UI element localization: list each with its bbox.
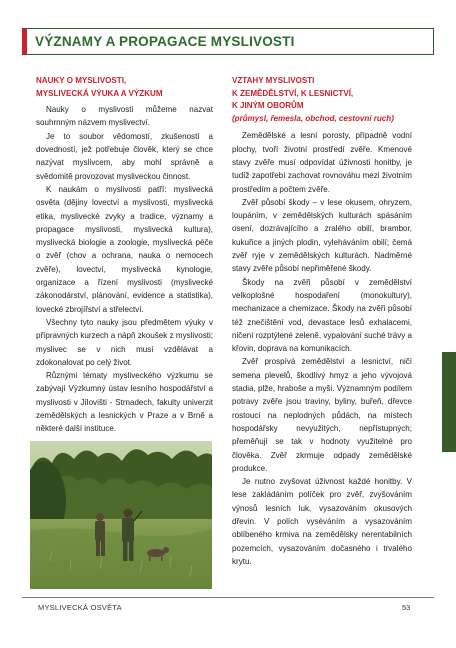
title-box [22, 28, 434, 55]
right-heading-line1: VZTAHY MYSLIVOSTI [232, 76, 315, 85]
left-paragraph: K naukám o myslivosti patří: myslivecká osvěta (dějiny lovectví a myslivosti, myslivecká etika, myslivecké zvyky a tradice, významy a propagace myslivosti, myslivecká kultura), myslivecká biologie a zoologie, myslivecká péče o zvěř (chov a ochrana, nauka o nemocech zvěře), lovectví, myslivecká kynologie, organizace a řízení myslivosti (myslivecké zákonodárství, plánování, evidence a statistika), lovecké zbrojířství a střelectví. [36, 184, 213, 314]
left-column [36, 75, 213, 436]
right-paragraph: Zemědělské a lesní porosty, případně vodní plochy, tvoří životní prostředí zvěře. Kmenové stavy zvěře musí odpovídat úživnosti honitby, je tudíž zapotřebí zachovat rovnováhu mezi životním prostředím a počtem zvěře. [232, 131, 412, 194]
page-title: VÝZNAMY A PROPAGACE MYSLIVOSTI [35, 34, 295, 49]
right-heading-line2: K ZEMĚDĚLSTVÍ, K LESNICTVÍ, [232, 88, 354, 98]
footer-rule [22, 597, 434, 598]
left-heading-line1: NAUKY O MYSLIVOSTI, [36, 76, 127, 85]
left-heading-line2: MYSLIVECKÁ VÝUKA A VÝZKUM [36, 88, 163, 98]
left-paragraph: Je to soubor vědomostí, zkušeností a dovedností, jež potřebuje člověk, který se chce nazývat myslivcem, aby mohl správně a svědomitě provozovat mysliveckou činnost. [36, 131, 213, 181]
left-paragraph: Různými tématy mysliveckého výzkumu se zabývají Výzkumný ústav lesního hospodářství a myslivosti v Jílovišti - Strnadech, fakulty univerzit zemědělských a lesnických v Praze a v Brně a některé další instituce. [36, 371, 213, 434]
right-subheading: (průmysl, řemesla, obchod, cestovní ruch) [232, 113, 394, 123]
right-paragraph: Škody na zvěři působí v zemědělství velkoplošné hospodaření (monokultury), mechanizace a chemizace. Škody na zvěři působí též znečištění vod, devastace lesů exhalacemi, ničení rozptýlené zeleně, vypalování suché trávy a křovin, doprava na komunikacích. [232, 277, 412, 354]
right-paragraph: Je nutno zvyšovat úživnost každé honitby. V lese zakládáním políček pro zvěř, zvyšováním výnosů lesních luk, vysazováním okusových dřevin. V polích vyséváním a vysazováním oblíbeného krmiva na zemědělsky nerentabilních pozemcích, vysazováním dočasného i trvalého krytu. [232, 477, 412, 566]
right-column [232, 75, 412, 568]
right-paragraph: Zvěř prospívá zemědělství a lesnictví, ničí semena plevelů, škodlivý hmyz a jeho vývojová stadia, plže, hraboše a myši. Významným podílem potravy zvěře jsou traviny, byliny, buřeň, dřevce rostoucí na neplodných půdách, na místech hospodářsky nevyužitých, nepřístupných; přeměňují se tak v hodnoty využitelné pro člověka. Zvěř zkrmuje odpady zemědělské produkce. [232, 357, 412, 473]
page-number: 53 [402, 603, 411, 612]
right-paragraph: Zvěř působí škody – v lese okusem, ohryzem, loupáním, v zemědělských kulturách spásáním osení, dozrávajícího a zralého obilí, brambor, kukuřice a jiných plodin, vyleháváním obilí; čemá zvěř ryje v zemědělských kulturách. Nadměrné stavy zvěře působí nepřiměřené škody. [232, 197, 412, 274]
left-paragraph: Nauky o myslivosti můžeme nazvat souhrnným názvem myslivectví. [36, 105, 213, 128]
hunters-photo [30, 441, 212, 589]
chapter-side-tab [442, 352, 456, 452]
right-heading-line3: K JINÝM OBORŮM [232, 101, 304, 111]
footer-section-name: MYSLIVECKÁ OSVĚTA [38, 603, 122, 612]
left-paragraph: Všechny tyto nauky jsou předmětem výuky v přípravných kurzech a nápň zkoušek z myslivosti; myslivec se v nich musí vzdělávat a zdokonalovat po celý život. [36, 317, 213, 367]
